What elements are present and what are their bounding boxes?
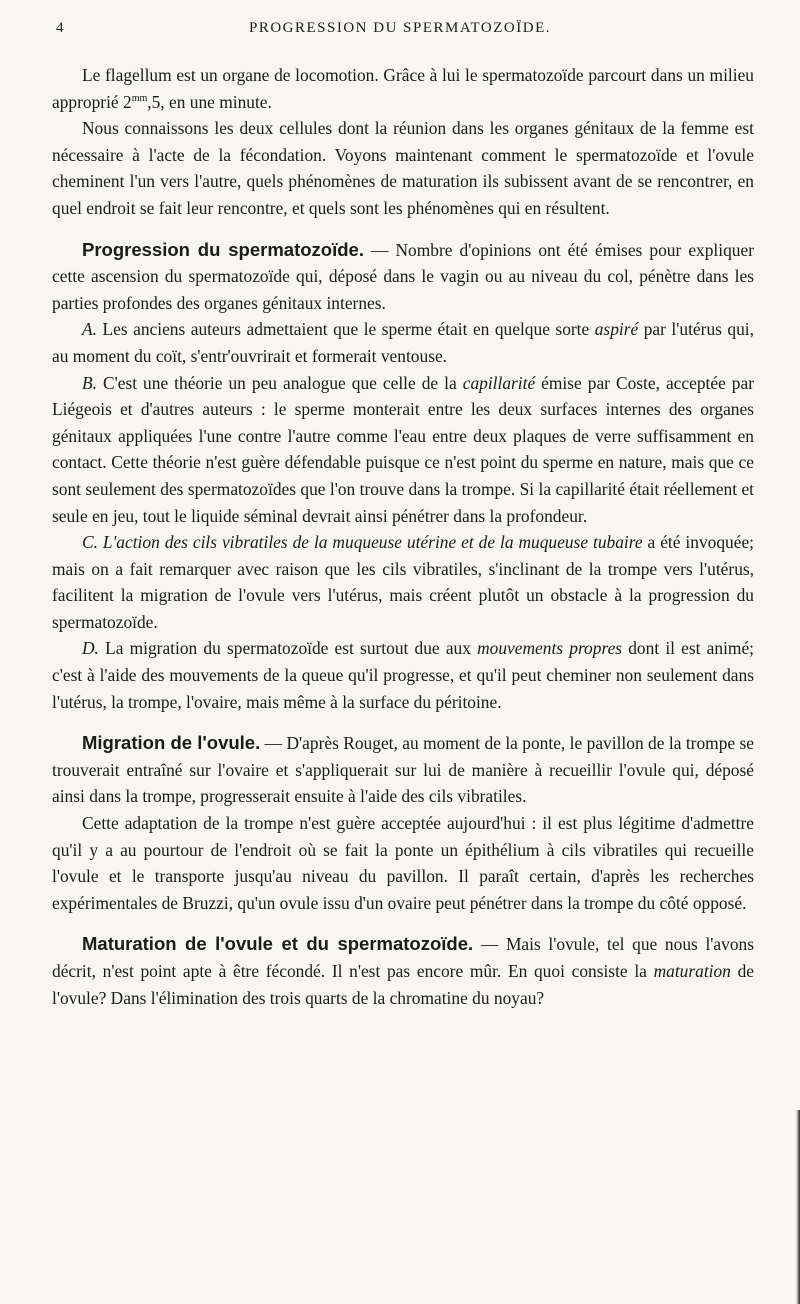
page-edge-shadow (796, 1110, 800, 1304)
section-migration: Migration de l'ovule. — D'après Rouget, au moment de la ponte, le pavillon de la trompe se trouverait entraîné sur l'ovaire et s'appliquerait sur lui de manière à recueillir l'ovule qui, déposé ainsi dans la trompe, progresserait ensuite à l'aide des cils vibratiles. (52, 732, 755, 807)
page-number: 4 (56, 20, 65, 36)
section-maturation: Maturation de l'ovule et du spermatozoïde. — Mais l'ovule, tel que nous l'avons décrit, n'est point apte à être fécondé. Il n'est pas encore mûr. En quoi consiste la maturation de l'ovule? Dans l'élimination des trois quarts de la chromatine du noyau? (52, 933, 755, 1008)
paragraph-flagellum: Le flagellum est un organe de locomotion. Grâce à lui le spermatozoïde parcourt dans un milieu approprié $2^{mm},5$, en une minute. (52, 65, 754, 112)
paragraph-intro: Nous connaissons les deux cellules dont la réunion dans les organes génitaux de la femme est nécessaire à l'acte de la fécondation. Voyons maintenant comment le spermatozoïde et l'ovule cheminent l'un vers l'autre, quels phénomènes de maturation ils subissent avant de se rencontrer, en quel endroit se fait leur rencontre, et quels sont les phénomènes qui en résultent. (52, 118, 754, 218)
section-heading: Maturation de l'ovule et du spermatozoïde. (82, 933, 474, 955)
paragraph-adaptation: Cette adaptation de la trompe n'est guère acceptée aujourd'hui : il est plus légitime d'admettre qu'il y a au pourtour de l'endroit où se fait la ponte un épithélium à cils vibratiles qui recueille l'ovule et le transporte jusqu'au niveau du pavillon. Il paraît certain, d'après les recherches expérimentales de Bruzzi, qu'un ovule issu d'un ovaire peut pénétrer dans la trompe du côté opposé. (52, 813, 754, 913)
section-progression: Progression du spermatozoïde. — Nombre d'opinions ont été émises pour expliquer cette ascension du spermatozoïde qui, déposé dans le vagin ou au niveau du col, pénètre dans les parties profondes des organes génitaux internes. (52, 238, 754, 313)
paragraph-a: A. Les anciens auteurs admettaient que le sperme était en quelque sorte aspiré par l'utérus qui, au moment du coït, s'entr'ouvrirait et formerait ventouse. (52, 319, 754, 366)
paragraph-b: B. C'est une théorie un peu analogue que celle de la capillarité émise par Coste, acceptée par Liégeois et d'autres auteurs : le sperme monterait entre les deux surfaces internes des organes génitaux appliquées l'une contre l'autre comme l'eau entre deux plaques de verre suffisamment en contact. Cette théorie n'est guère défendable puisque ce n'est point du sperme en nature, mais que ce sont seulement des spermatozoïdes que l'on trouve dans la trompe. Si la capillarité était réellement et seule en jeu, tout le liquide séminal devrait ainsi pénétrer dans la profondeur. (52, 372, 755, 526)
paragraph-c: C. L'action des cils vibratiles de la muqueuse utérine et de la muqueuse tubaire a été invoquée; mais on a fait remarquer avec raison que les cils vibratiles, s'inclinant de la trompe vers l'utérus, facilitent la migration de l'ovule vers l'utérus, mais créent plutôt un obstacle à la progression du spermatozoïde. (52, 532, 754, 632)
running-title: PROGRESSION DU SPERMATOZOÏDE. (248, 20, 551, 36)
section-heading: Progression du spermatozoïde. (82, 238, 364, 260)
body-text (52, 62, 754, 1011)
unit-superscript: mm (131, 92, 148, 104)
paragraph-d: D. La migration du spermatozoïde est surtout due aux mouvements propres dont il est animé; c'est à l'aide des mouvements de la queue qu'il progresse, et qu'il peut cheminer non seulement dans l'utérus, la trompe, l'ovaire, mais même à la surface du péritoine. (52, 638, 754, 712)
section-heading: Migration de l'ovule. (82, 732, 261, 754)
running-header (0, 20, 800, 44)
